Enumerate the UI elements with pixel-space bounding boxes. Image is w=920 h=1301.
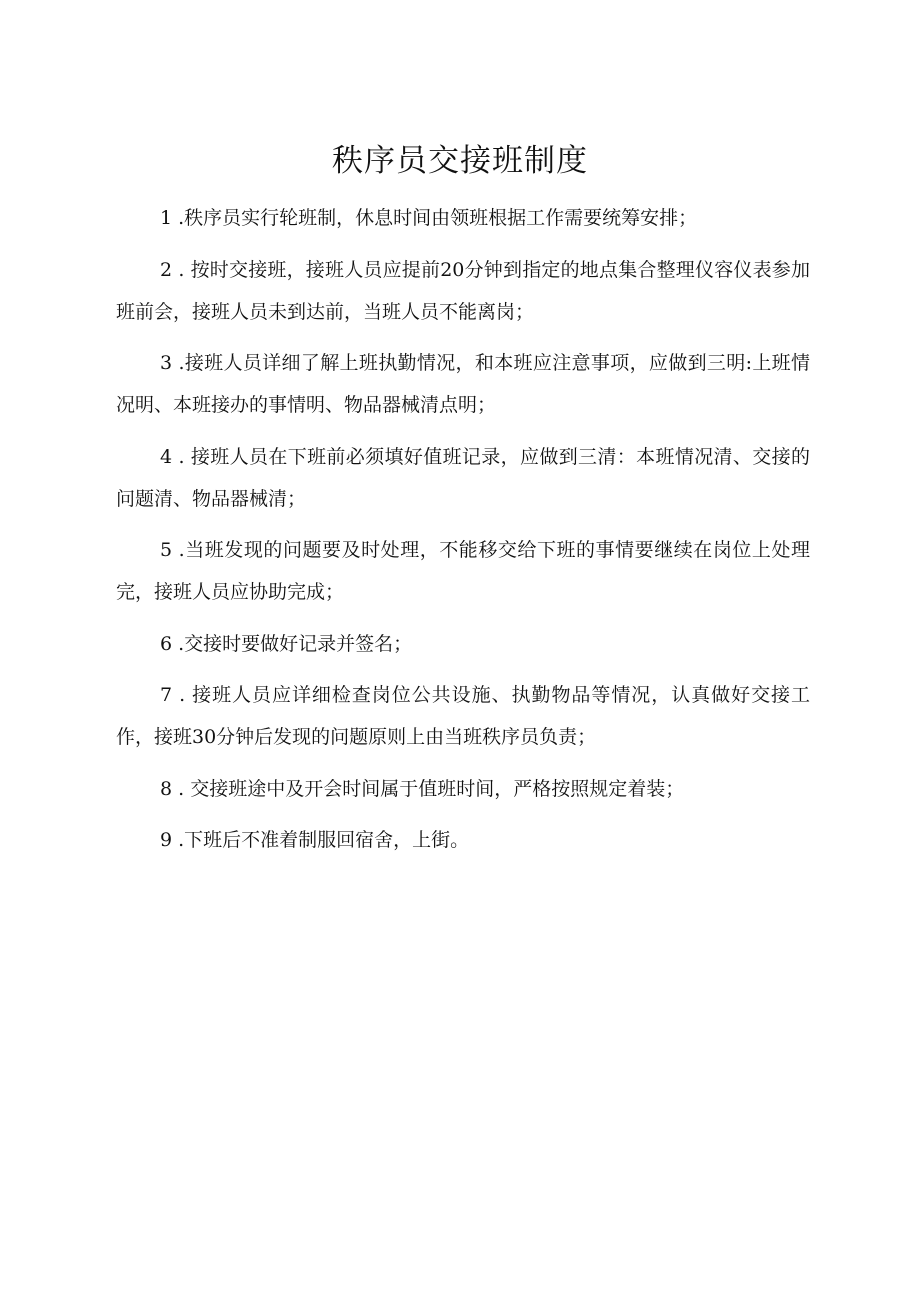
rule-item-2: 2 . 按时交接班，接班人员应提前20分钟到指定的地点集合整理仪容仪表参加班前会，接班人员未到达前，当班人员不能离岗； (116, 258, 810, 323)
rule-item-7: 7 . 接班人员应详细检查岗位公共设施、执勤物品等情况，认真做好交接工作，接班30分钟后发现的问题原则上由当班秩序员负责； (116, 684, 810, 748)
document-body (116, 197, 810, 871)
rule-item-1: 1 .秩序员实行轮班制，休息时间由领班根据工作需要统筹安排； (160, 207, 698, 229)
rule-item-4: 4 . 接班人员在下班前必须填好值班记录，应做到三清：本班情况清、交接的问题清、物品器械清； (116, 445, 810, 510)
document-title: 秩序员交接班制度 (332, 143, 588, 179)
rule-item-5: 5 .当班发现的问题要及时处理，不能移交给下班的事情要继续在岗位上处理完，接班人员应协助完成； (116, 539, 810, 603)
rule-item-6: 6 .交接时要做好记录并签名； (160, 632, 413, 655)
rule-item-8: 8 . 交接班途中及开会时间属于值班时间，严格按照规定着装； (160, 777, 685, 800)
rule-item-9: 9 .下班后不准着制服回宿舍，上街。 (160, 829, 470, 851)
rule-item-3: 3 .接班人员详细了解上班执勤情况，和本班应注意事项，应做到三明:上班情况明、本班接办的事情明、物品器械清点明； (116, 352, 810, 416)
